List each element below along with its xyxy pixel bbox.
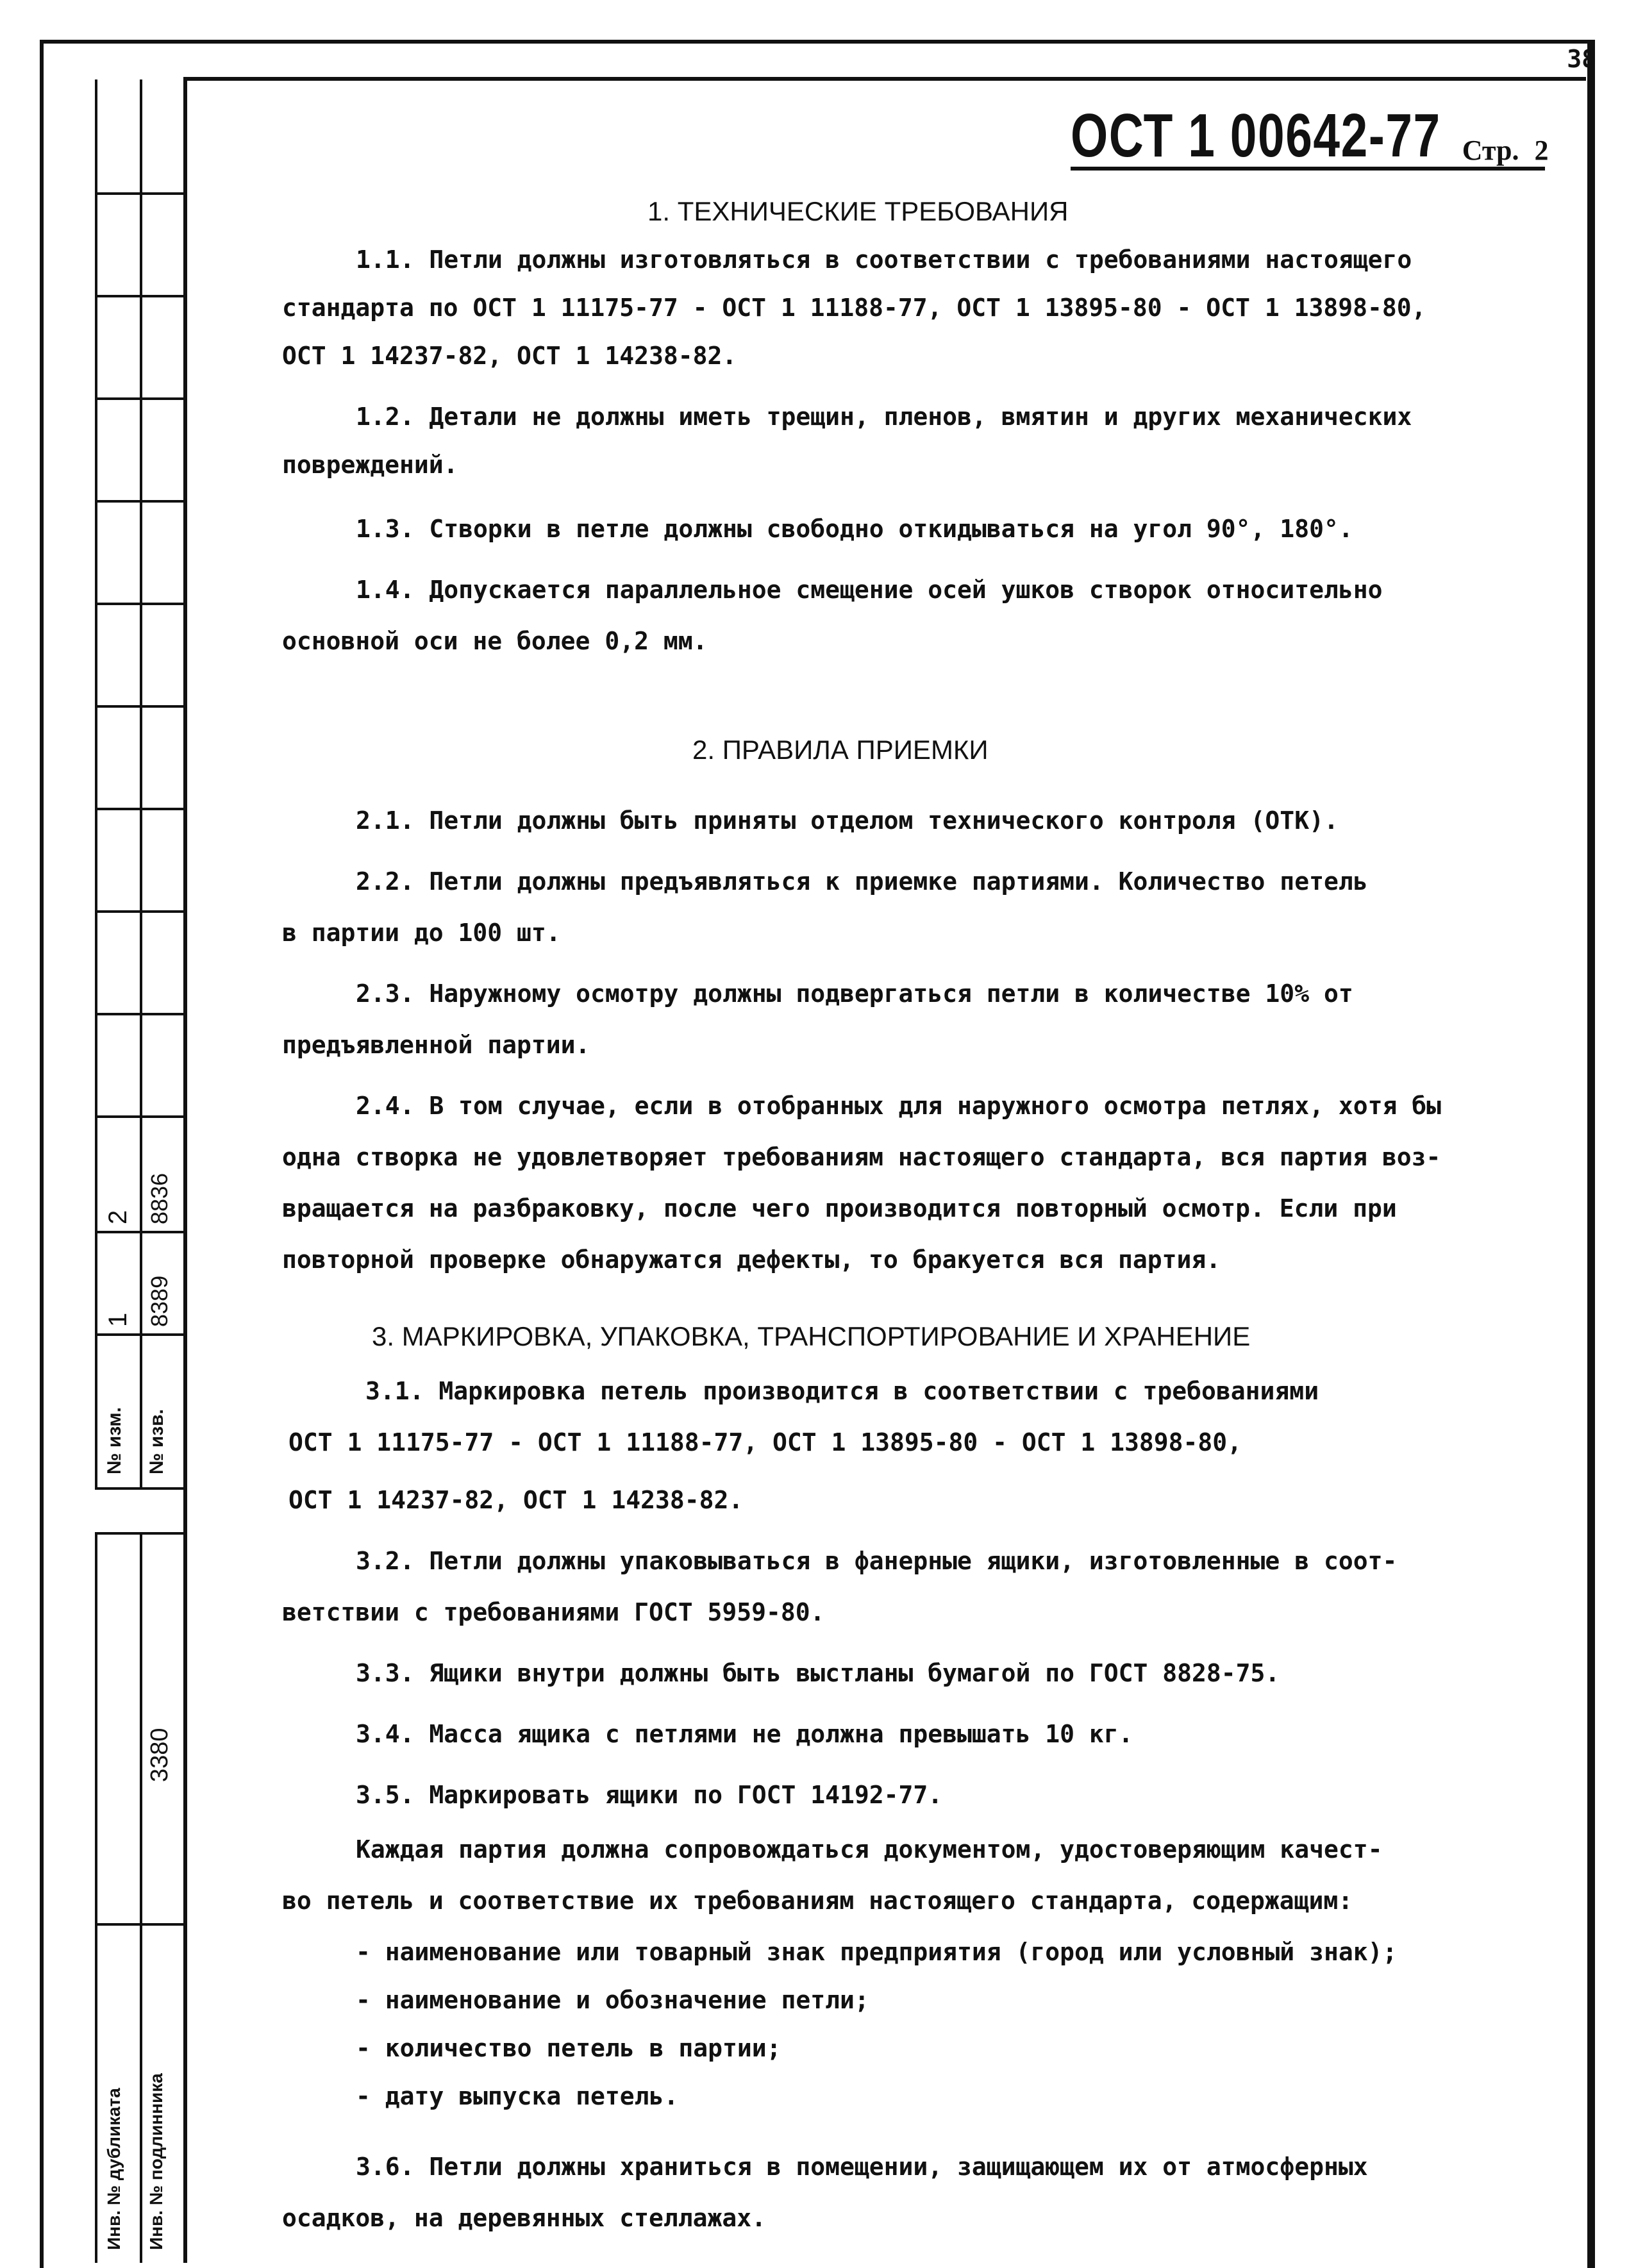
text-line: 2.2. Петли должны предъявляться к приемке партиями. Количество петель bbox=[356, 867, 1368, 896]
text-line: 2.3. Наружному осмотру должны подвергаться петли в количестве 10% от bbox=[356, 980, 1353, 1008]
text-line: осадков, на деревянных стеллажах. bbox=[282, 2204, 766, 2232]
list-item: - наименование или товарный знак предприятия (город или условный знак); bbox=[356, 1938, 1398, 1966]
text-line: ОСТ 1 11175-77 - ОСТ 1 11188-77, ОСТ 1 13895-80 - ОСТ 1 13898-80, bbox=[288, 1428, 1242, 1456]
text-line: одна створка не удовлетворяет требованиям настоящего стандарта, вся партия воз- bbox=[282, 1143, 1441, 1171]
stamp-row-line bbox=[95, 295, 183, 297]
text-line: 3.2. Петли должны упаковываться в фанерные ящики, изготовленные в соот- bbox=[356, 1547, 1398, 1575]
text-line: ОСТ 1 14237-82, ОСТ 1 14238-82. bbox=[288, 1486, 744, 1514]
inventory-split-line bbox=[95, 1923, 183, 1926]
text-line: 3.1. Маркировка петель производится в соответствии с требованиями bbox=[365, 1377, 1319, 1405]
stamp-line-mid bbox=[140, 79, 142, 1487]
list-item: - количество петель в партии; bbox=[356, 2034, 781, 2062]
text-line: 2.1. Петли должны быть приняты отделом технического контроля (ОТК). bbox=[356, 806, 1339, 835]
stamp-row-line bbox=[95, 397, 183, 400]
stamp-row-line bbox=[95, 603, 183, 605]
text-line: ветствии с требованиями ГОСТ 5959-80. bbox=[282, 1598, 825, 1626]
text-line: 1.3. Створки в петле должны свободно откидываться на угол 90°, 180°. bbox=[356, 515, 1353, 543]
original-inventory-label: Инв. № подлинника bbox=[146, 2073, 166, 2250]
stamp-row-line bbox=[95, 705, 183, 708]
document-header bbox=[1071, 96, 1549, 171]
inventory-value: 3380 bbox=[146, 1728, 173, 1782]
doc-number-1: 8389 bbox=[146, 1275, 172, 1327]
text-line: вращается на разбраковку, после чего производится повторный осмотр. Если при bbox=[282, 1194, 1397, 1222]
stamp-line-outer bbox=[95, 79, 97, 1487]
text-line: ОСТ 1 14237-82, ОСТ 1 14238-82. bbox=[282, 342, 737, 370]
text-line: 3.4. Масса ящика с петлями не должна превышать 10 кг. bbox=[356, 1720, 1133, 1748]
sheet-number: 38 bbox=[1567, 45, 1596, 73]
text-line: 1.1. Петли должны изготовляться в соответствии с требованиями настоящего bbox=[356, 246, 1412, 274]
stamp-row-line bbox=[95, 192, 183, 195]
page-indicator bbox=[1462, 134, 1549, 167]
inventory-line-mid bbox=[140, 1532, 142, 2263]
stamp-row-line bbox=[95, 1231, 183, 1233]
inventory-line-outer bbox=[95, 1532, 97, 2263]
text-line: 3.6. Петли должны храниться в помещении, защищающем их от атмосферных bbox=[356, 2153, 1368, 2181]
text-line: предъявленной партии. bbox=[282, 1031, 590, 1059]
text-line: Каждая партия должна сопровождаться документом, удостоверяющим качест- bbox=[356, 1835, 1383, 1864]
text-line: повторной проверке обнаружатся дефекты, то бракуется вся партия. bbox=[282, 1246, 1221, 1274]
doc-number-2: 8836 bbox=[146, 1172, 172, 1224]
stamp-row-line bbox=[95, 1333, 183, 1336]
stamp-row-line bbox=[95, 1115, 183, 1118]
section-heading: 1. ТЕХНИЧЕСКИЕ ТРЕБОВАНИЯ bbox=[647, 196, 1069, 226]
text-line: повреждений. bbox=[282, 451, 458, 479]
document-code: ОСТ 1 00642-77 bbox=[1071, 101, 1441, 170]
text-line: 2.4. В том случае, если в отобранных для наружного осмотра петлях, хотя бы bbox=[356, 1092, 1441, 1120]
text-line: 1.2. Детали не должны иметь трещин, пленов, вмятин и других механических bbox=[356, 403, 1412, 431]
stamp-row-line bbox=[95, 910, 183, 913]
list-item: - дату выпуска петель. bbox=[356, 2082, 679, 2110]
frame-inner-left bbox=[183, 77, 187, 2263]
text-line: стандарта по ОСТ 1 11175-77 - ОСТ 1 11188-77, ОСТ 1 13895-80 - ОСТ 1 13898-80, bbox=[282, 294, 1426, 322]
stamp-row-line bbox=[95, 808, 183, 810]
frame-inner-top bbox=[183, 77, 1586, 81]
stamp-row-line bbox=[95, 500, 183, 503]
change-number-1: 1 bbox=[104, 1312, 132, 1327]
change-number-2: 2 bbox=[104, 1210, 132, 1224]
text-line: 1.4. Допускается параллельное смещение осей ушков створок относительно bbox=[356, 576, 1383, 604]
inventory-top-line bbox=[95, 1532, 183, 1535]
text-line: в партии до 100 шт. bbox=[282, 919, 561, 947]
stamp-row-line bbox=[95, 1013, 183, 1015]
duplicate-inventory-label: Инв. № дубликата bbox=[104, 2088, 124, 2250]
text-line: 3.3. Ящики внутри должны быть выстланы бумагой по ГОСТ 8828-75. bbox=[356, 1659, 1280, 1687]
page-label: Стр. bbox=[1462, 135, 1519, 166]
text-line: 3.5. Маркировать ящики по ГОСТ 14192-77. bbox=[356, 1781, 943, 1809]
text-line: во петель и соответствие их требованиям настоящего стандарта, содержащим: bbox=[282, 1887, 1353, 1915]
section-heading: 3. МАРКИРОВКА, УПАКОВКА, ТРАНСПОРТИРОВАНИЕ И ХРАНЕНИЕ bbox=[372, 1321, 1251, 1351]
section-heading: 2. ПРАВИЛА ПРИЕМКИ bbox=[692, 735, 989, 765]
stamp-row-line bbox=[95, 1487, 183, 1490]
change-label: № изм. bbox=[104, 1407, 125, 1474]
text-line: основной оси не более 0,2 мм. bbox=[282, 627, 708, 655]
list-item: - наименование и обозначение петли; bbox=[356, 1986, 869, 2014]
page-number: 2 bbox=[1534, 135, 1549, 166]
notice-label: № изв. bbox=[146, 1409, 167, 1474]
